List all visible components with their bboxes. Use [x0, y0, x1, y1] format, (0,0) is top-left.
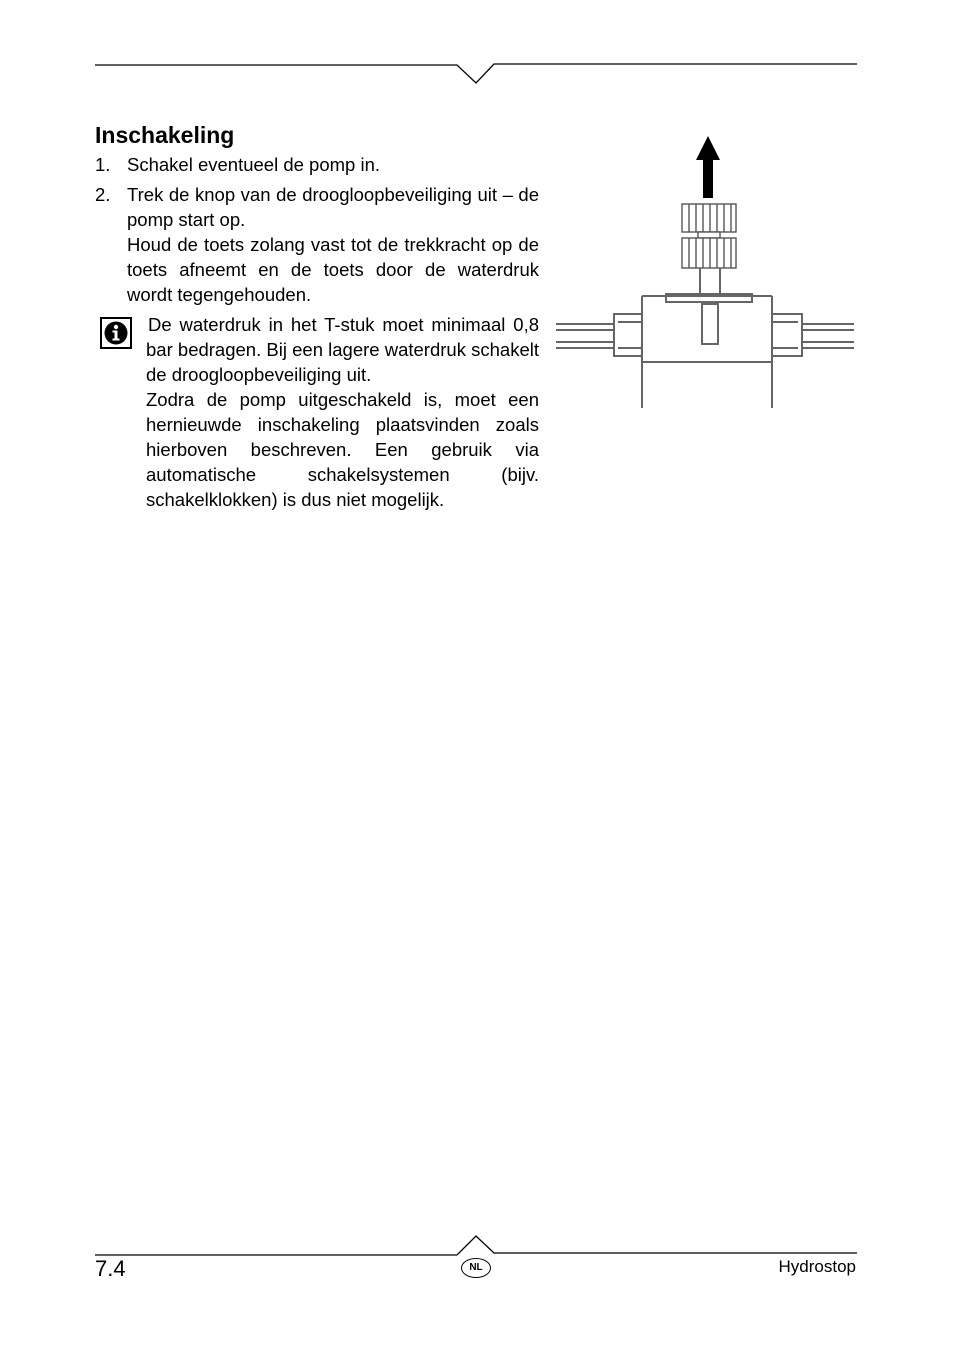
- step-body: [127, 182, 539, 307]
- steps-list: [95, 152, 539, 307]
- step-number: 1.: [95, 154, 111, 175]
- step-text: Schakel eventueel de pomp in.: [127, 154, 381, 175]
- step-extra-text: Houd de toets zolang vast tot de trekkracht op de toets afneemt en de toets door de waterdruk wordt tegengehouden.: [127, 234, 539, 305]
- info-icon: [100, 317, 132, 349]
- language-badge: NL: [461, 1258, 491, 1278]
- footer-rule: [95, 1232, 857, 1258]
- step-2: [95, 182, 539, 307]
- note-paragraph-1: De waterdruk in het T-stuk moet minimaal 0,8 bar bedragen. Bij een lagere waterdruk schakelt de droogloopbeveiliging uit.: [146, 314, 539, 385]
- note-paragraph-2: Zodra de pomp uitgeschakeld is, moet een hernieuwde inschakeling plaatsvinden zoals hierboven beschreven. Een gebruik via automatische schakelsystemen (bijv. schakelklokken) is dus niet mogelijk.: [146, 389, 539, 510]
- t-piece-diagram: [556, 132, 856, 412]
- header-rule: [95, 60, 857, 86]
- info-note: [95, 312, 539, 512]
- note-body: [146, 312, 539, 512]
- step-text: Trek de knop van de droogloopbeveiliging uit – de pomp start op.: [127, 184, 539, 230]
- section-title: Inschakeling: [95, 122, 235, 148]
- product-name: Hydrostop: [778, 1257, 856, 1276]
- knob-icon: [682, 204, 736, 268]
- pull-arrow-icon: [696, 136, 720, 198]
- step-number: 2.: [95, 184, 111, 205]
- page-number: 7.4: [95, 1256, 126, 1281]
- main-content: [95, 120, 539, 512]
- step-1: [95, 152, 539, 177]
